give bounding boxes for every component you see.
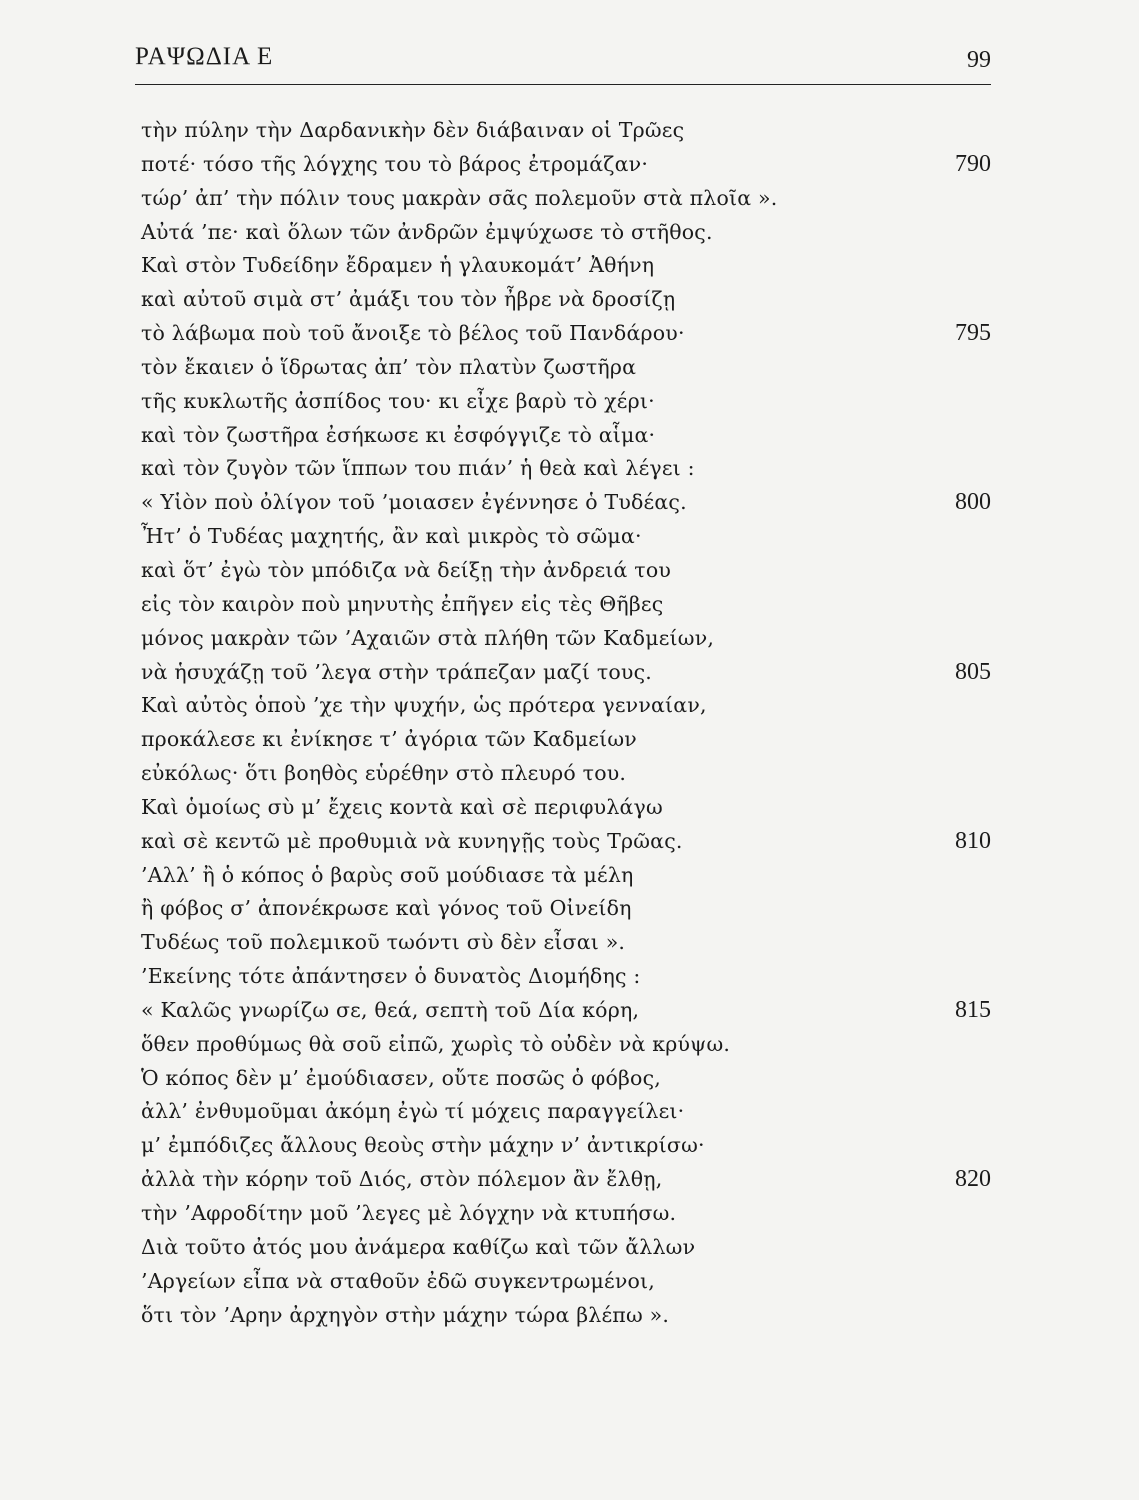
verse-line (141, 926, 991, 960)
verse-text: τὸ λάβωμα ποὺ τοῦ ἄνοιξε τὸ βέλος τοῦ Πανδάρου· (141, 321, 685, 346)
verse-text: ἀλλὰ τὴν κόρην τοῦ Διός, στὸν πόλεμον ἂν ἔλθῃ, (141, 1167, 663, 1192)
verse-text: ἢ φόβος σ’ ἀπονέκρωσε καὶ γόνος τοῦ Οἰνείδη (141, 896, 632, 921)
verse-line (141, 554, 991, 588)
line-number: 810 (955, 827, 991, 854)
page-number: 99 (967, 47, 991, 73)
verse-text: καὶ αὐτοῦ σιμὰ στ’ ἀμάξι του τὸν ἦβρε νὰ δροσίζῃ (141, 287, 676, 312)
verse-line (141, 622, 991, 656)
verse-line (141, 1197, 991, 1231)
verse-line (141, 249, 991, 283)
verse-line (141, 1231, 991, 1265)
verse-text: Αὐτά ’πε· καὶ ὅλων τῶν ἀνδρῶν ἐμψύχωσε τὸ στῆθος. (141, 219, 713, 244)
line-number: 805 (955, 658, 991, 685)
verse-text: εὐκόλως· ὅτι βοηθὸς εὑρέθην στὸ πλευρό του. (141, 761, 627, 786)
verse-text: ’Εκείνης τότε ἀπάντησεν ὁ δυνατὸς Διομήδης : (141, 964, 641, 989)
verse-line (141, 1062, 991, 1096)
verse-text: Ἦτ’ ὁ Τυδέας μαχητής, ἂν καὶ μικρὸς τὸ σῶμα· (141, 524, 642, 549)
verse-text: μ’ ἐμπόδιζες ἄλλους θεοὺς στὴν μάχην ν’ ἀντικρίσω· (141, 1133, 705, 1158)
verse-line (141, 1095, 991, 1129)
verse-line (141, 182, 991, 216)
verse-line (141, 114, 991, 148)
verse-line (141, 892, 991, 926)
verse-line (141, 757, 991, 791)
verse-text: « Καλῶς γνωρίζω σε, θεά, σεπτὴ τοῦ Δία κόρη, (141, 997, 640, 1022)
verse-text: τώρ’ ἀπ’ τὴν πόλιν τους μακρὰν σᾶς πολεμοῦν στὰ πλοῖα ». (141, 185, 778, 210)
verse-line (141, 960, 991, 994)
verse-text: τὸν ἔκαιεν ὁ ἵδρωτας ἀπ’ τὸν πλατὺν ζωστῆρα (141, 354, 637, 379)
verse-line (141, 486, 991, 520)
verse-text: μόνος μακρὰν τῶν ’Αχαιῶν στὰ πλήθη τῶν Καδμείων, (141, 625, 715, 650)
verse-text: τῆς κυκλωτῆς ἀσπίδος του· κι εἶχε βαρὺ τὸ χέρι· (141, 388, 655, 413)
verse-line (141, 689, 991, 723)
verse-line (141, 452, 991, 486)
verse-text: τὴν πύλην τὴν Δαρδανικὴν δὲν διάβαιναν οἱ Τρῶες (141, 118, 685, 142)
verse-text: Διὰ τοῦτο ἀτός μου ἀνάμερα καθίζω καὶ τῶν ἄλλων (141, 1234, 696, 1259)
verse-text: εἰς τὸν καιρὸν ποὺ μηνυτὴς ἐπῆγεν εἰς τὲς Θῆβες (141, 591, 664, 616)
verse-text: Καὶ στὸν Τυδείδην ἔδραμεν ἡ γλαυκομάτ’ Ἀθήνη (141, 253, 655, 278)
verse-line (141, 723, 991, 757)
verse-line (141, 1028, 991, 1062)
verse-text: ποτέ· τόσο τῆς λόγχης του τὸ βάρος ἐτρομάζαν· (141, 151, 649, 176)
verse-text: ἀλλ’ ἐνθυμοῦμαι ἀκόμη ἐγὼ τί μόχεις παραγγείλει· (141, 1099, 685, 1124)
verse-line (141, 791, 991, 825)
verse-line (141, 385, 991, 419)
verse-line (141, 994, 991, 1028)
verse-line (141, 216, 991, 250)
header-rule (135, 84, 991, 85)
verse-line (141, 1163, 991, 1197)
verse-line (141, 520, 991, 554)
verse-line (141, 317, 991, 351)
verse-list (141, 114, 991, 1332)
line-number: 800 (955, 489, 991, 516)
verse-text: τὴν ’Αφροδίτην μοῦ ’λεγες μὲ λόγχην νὰ κτυπήσω. (141, 1201, 677, 1225)
verse-text: νὰ ἡσυχάζῃ τοῦ ’λεγα στὴν τράπεζαν μαζί τους. (141, 659, 652, 684)
verse-text: καὶ τὸν ζωστῆρα ἐσήκωσε κι ἐσφόγγιζε τὸ αἷμα· (141, 422, 656, 447)
line-number: 790 (955, 150, 991, 177)
verse-line (141, 148, 991, 182)
verse-text: προκάλεσε κι ἐνίκησε τ’ ἀγόρια τῶν Καδμείων (141, 727, 637, 752)
verse-line (141, 1299, 991, 1333)
verse-line (141, 1265, 991, 1299)
line-number: 815 (955, 996, 991, 1023)
verse-text: ὅθεν προθύμως θὰ σοῦ εἰπῶ, χωρὶς τὸ οὐδὲν νὰ κρύψω. (141, 1031, 731, 1056)
verse-text: Καὶ αὐτὸς ὁποὺ ’χε τὴν ψυχήν, ὡς πρότερα γενναίαν, (141, 693, 707, 718)
verse-text: ὅτι τὸν ’Αρην ἀρχηγὸν στὴν μάχην τώρα βλέπω ». (141, 1302, 670, 1327)
verse-text: Ὁ κόπος δὲν μ’ ἐμούδιασεν, οὔτε ποσῶς ὁ φόβος, (141, 1065, 661, 1090)
verse-line (141, 283, 991, 317)
verse-text: Καὶ ὁμοίως σὺ μ’ ἔχεις κοντὰ καὶ σὲ περιφυλάγω (141, 794, 663, 819)
line-number: 795 (955, 320, 991, 347)
verse-line (141, 588, 991, 622)
verse-text: καὶ σὲ κεντῶ μὲ προθυμιὰ νὰ κυνηγῇς τοὺς Τρῶας. (141, 828, 683, 853)
verse-line (141, 859, 991, 893)
verse-text: καὶ τὸν ζυγὸν τῶν ἵππων του πιάν’ ἡ θεὰ καὶ λέγει : (141, 456, 695, 481)
verse-text: ’Αργείων εἶπα νὰ σταθοῦν ἐδῶ συγκεντρωμένοι, (141, 1268, 655, 1293)
verse-text: Τυδέως τοῦ πολεμικοῦ τωόντι σὺ δὲν εἶσαι ». (141, 930, 626, 955)
verse-line (141, 351, 991, 385)
verse-line (141, 825, 991, 859)
verse-text: ’Αλλ’ ἢ ὁ κόπος ὁ βαρὺς σοῦ μούδιασε τὰ μέλη (141, 862, 634, 887)
running-title: ΡΑΨΩΔΙΑ Ε (135, 43, 274, 70)
line-number: 820 (955, 1166, 991, 1193)
page-header (135, 40, 991, 88)
verse-line (141, 419, 991, 453)
verse-line (141, 1129, 991, 1163)
verse-text: καὶ ὅτ’ ἐγὼ τὸν μπόδιζα νὰ δείξῃ τὴν ἀνδρειά του (141, 557, 672, 582)
verse-line (141, 656, 991, 690)
verse-text: « Υἱὸν ποὺ ὀλίγον τοῦ ’μοιασεν ἐγέννησε ὁ Τυδέας. (141, 490, 687, 515)
